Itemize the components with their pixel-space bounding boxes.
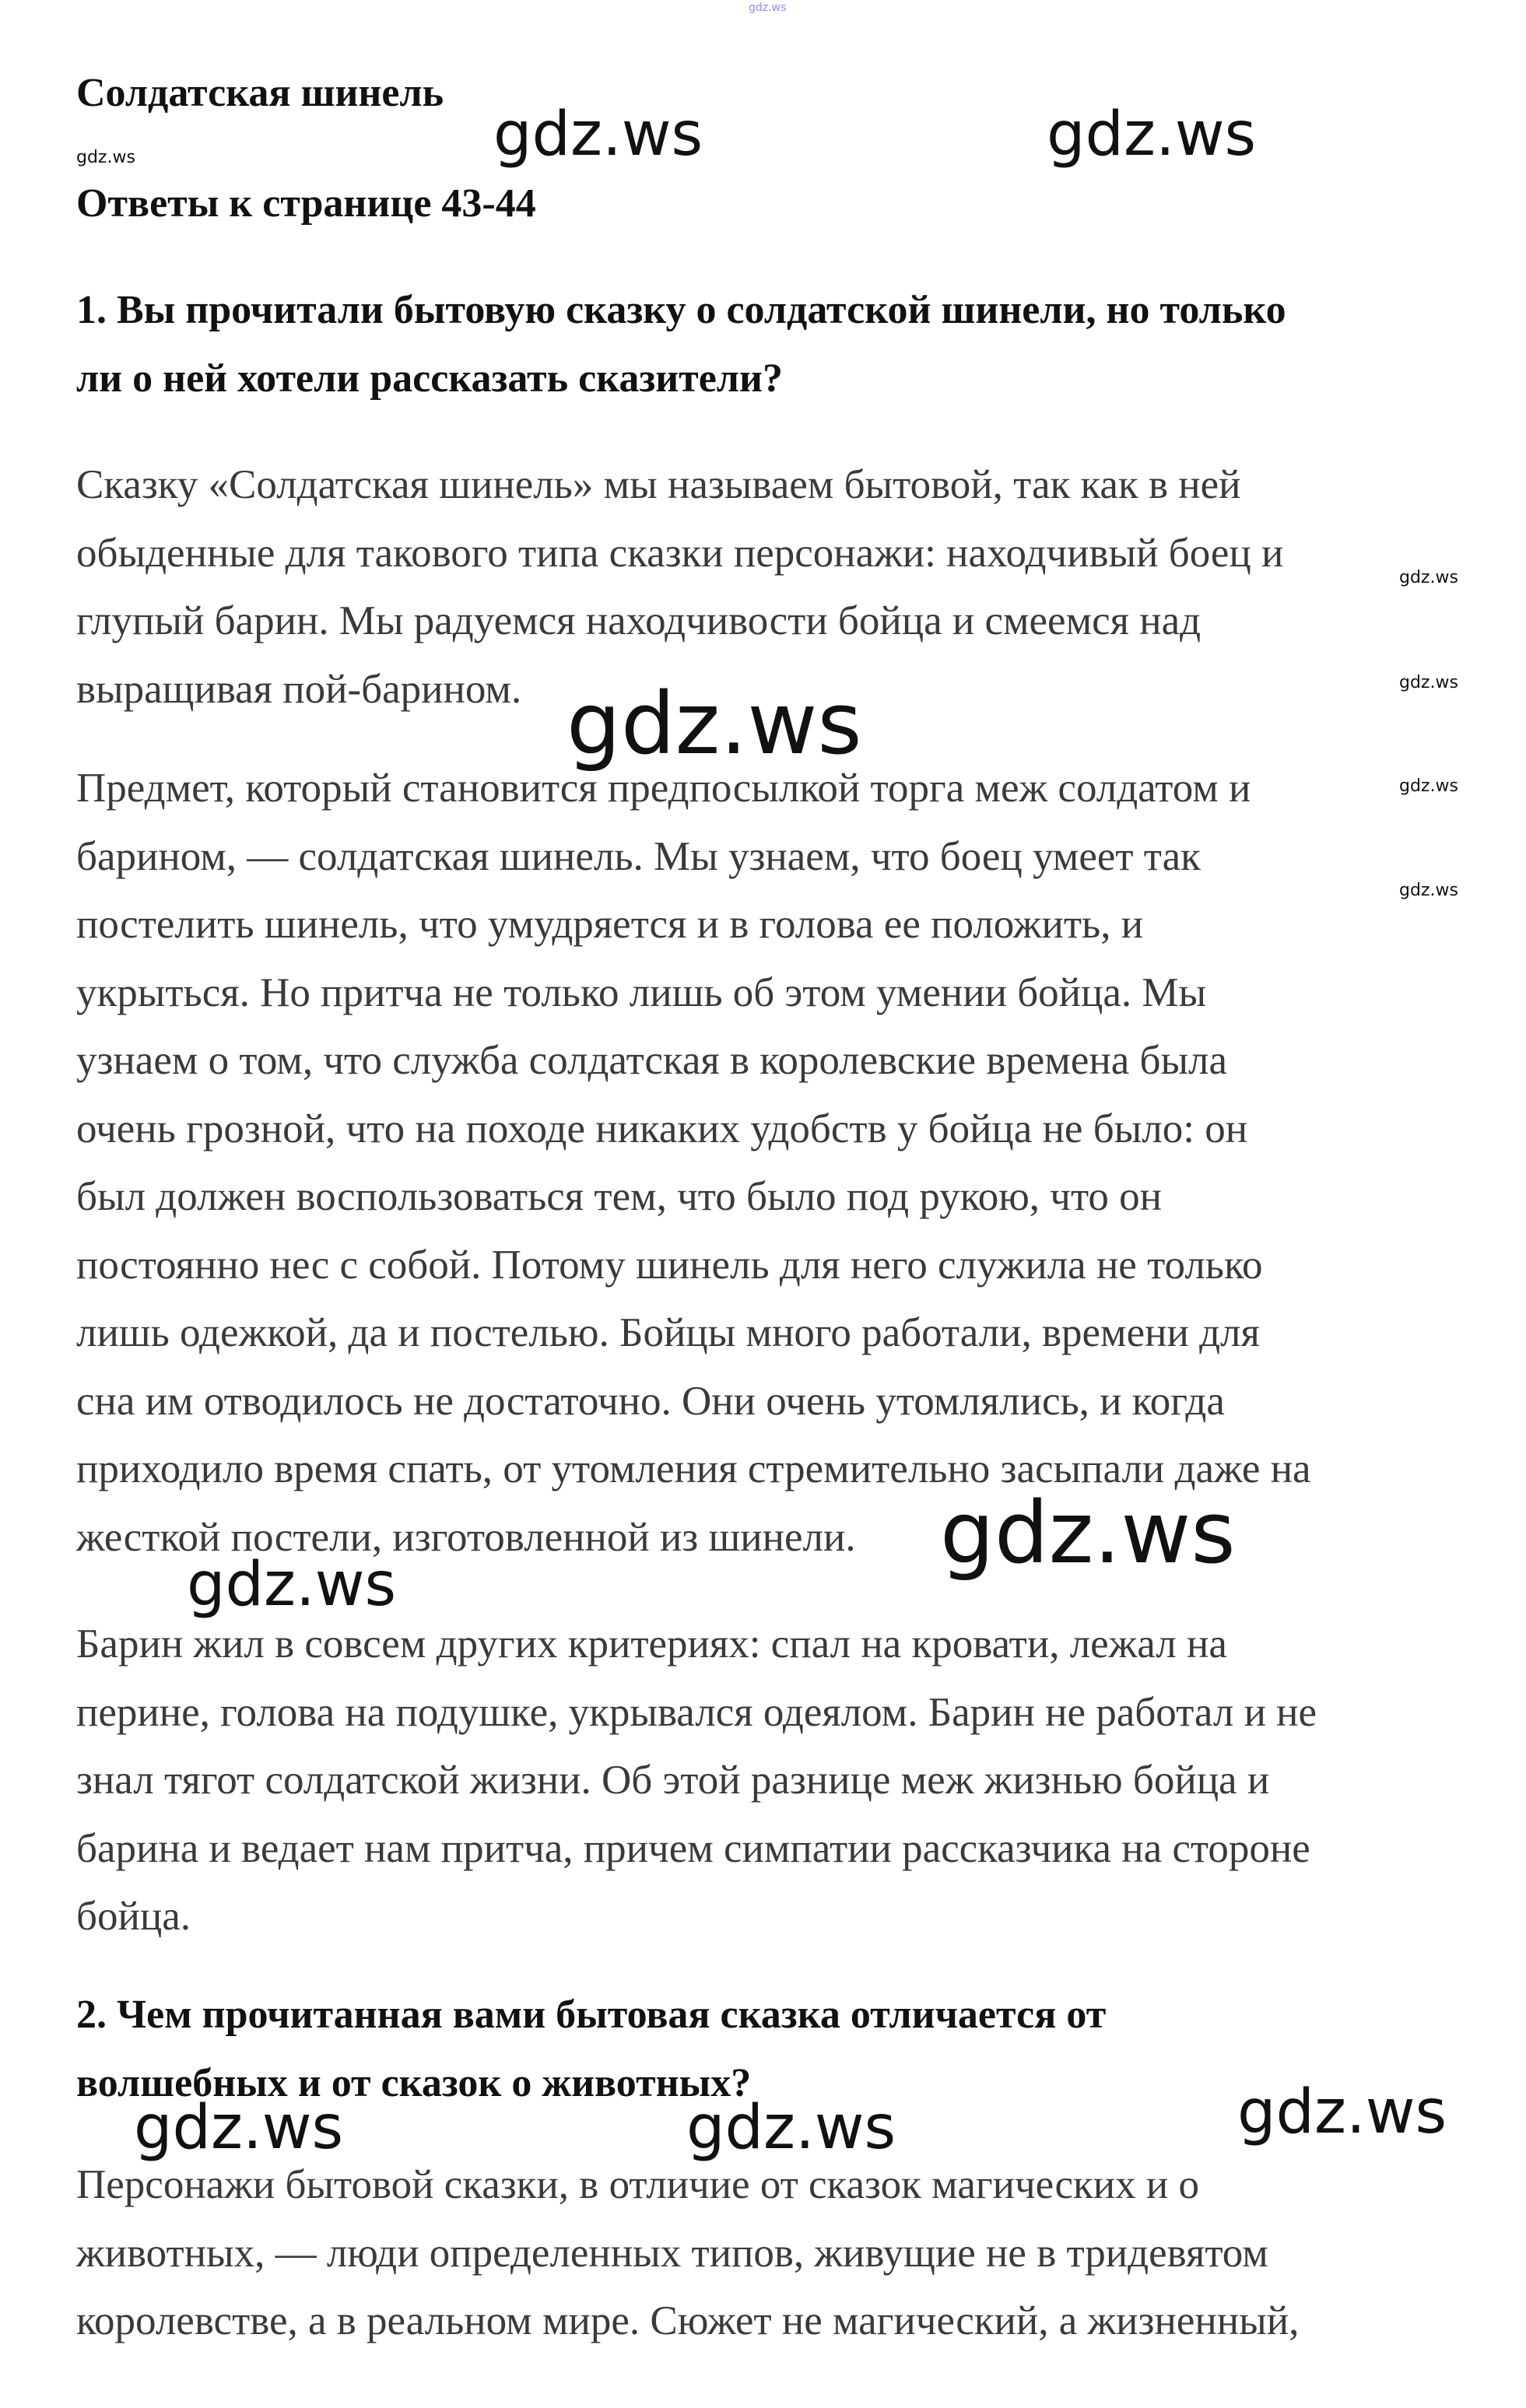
paragraph-line: перине, голова на подушке, укрывался одеялом. Барин не работал и не bbox=[76, 1689, 1317, 1735]
paragraph-line: животных, — люди определенных типов, живущие не в тридевятом bbox=[76, 2230, 1268, 2276]
question-2-line: волшебных и от сказок о животных? bbox=[76, 2061, 752, 2105]
document-title: Солдатская шинель bbox=[76, 71, 444, 115]
paragraph-line: был должен воспользоваться тем, что было под рукою, что он bbox=[76, 1174, 1163, 1219]
watermark-small: gdz.ws bbox=[1399, 568, 1458, 587]
watermark-small: gdz.ws bbox=[76, 148, 135, 167]
paragraph-line: королевстве, а в реальном мире. Сюжет не магический, а жизненный, bbox=[76, 2298, 1300, 2343]
document-subtitle: Ответы к странице 43-44 bbox=[76, 181, 536, 226]
paragraph-line: Персонажи бытовой сказки, в отличие от сказок магических и о bbox=[76, 2162, 1199, 2207]
paragraph-line: выращивая пой-барином. bbox=[76, 666, 522, 712]
paragraph-2 bbox=[76, 755, 1311, 1572]
watermark: gdz.ws bbox=[493, 100, 703, 170]
paragraph-3 bbox=[76, 1611, 1317, 1951]
paragraph-line: глупый барин. Мы радуемся находчивости бойца и смеемся над bbox=[76, 598, 1202, 643]
question-1-line: 1. Вы прочитали бытовую сказку о солдатской шинели, но только bbox=[76, 288, 1286, 332]
paragraph-line: знал тягот солдатской жизни. Об этой разнице меж жизнью бойца и bbox=[76, 1758, 1270, 1803]
paragraph-line: Сказку «Солдатская шинель» мы называем бытовой, так как в ней bbox=[76, 462, 1241, 507]
watermark-small: gdz.ws bbox=[1399, 776, 1458, 796]
watermark-small: gdz.ws bbox=[1399, 673, 1458, 692]
watermark: gdz.ws bbox=[686, 2093, 896, 2163]
paragraph-line: жесткой постели, изготовленной из шинели. bbox=[76, 1514, 856, 1560]
paragraph-line: барином, — солдатская шинель. Мы узнаем, что боец умеет так bbox=[76, 833, 1201, 879]
paragraph-line: узнаем о том, что служба солдатская в королевские времена была bbox=[76, 1038, 1228, 1083]
paragraph-line: барина и ведает нам притча, причем симпатии рассказчика на стороне bbox=[76, 1825, 1310, 1871]
watermark-small: gdz.ws bbox=[1399, 881, 1458, 900]
paragraph-line: очень грозной, что на походе никаких удобств у бойца не было: он bbox=[76, 1106, 1248, 1151]
question-1 bbox=[76, 276, 1286, 413]
question-2-line: 2. Чем прочитанная вами бытовая сказка отличается от bbox=[76, 1993, 1107, 2037]
watermark: gdz.ws bbox=[187, 1550, 397, 1620]
paragraph-line: постелить шинель, что умудряется и в голова ее положить, и bbox=[76, 902, 1144, 947]
paragraph-line: постоянно нес с собой. Потому шинель для него служила не только bbox=[76, 1242, 1263, 1288]
watermark: gdz.ws bbox=[1237, 2077, 1447, 2147]
paragraph-4 bbox=[76, 2151, 1299, 2356]
paragraph-line: укрыться. Но притча не только лишь об этом умении бойца. Мы bbox=[76, 969, 1207, 1015]
question-1-line: ли о ней хотели рассказать сказители? bbox=[76, 356, 783, 401]
watermark-large: gdz.ws bbox=[940, 1483, 1236, 1583]
watermark-large: gdz.ws bbox=[567, 674, 862, 773]
watermark: gdz.ws bbox=[134, 2093, 344, 2163]
paragraph-line: обыденные для такового типа сказки персонажи: находчивый боец и bbox=[76, 530, 1284, 576]
paragraph-line: сна им отводилось не достаточно. Они очень утомлялись, и когда bbox=[76, 1378, 1225, 1424]
paragraph-line: лишь одежкой, да и постелью. Бойцы много работали, времени для bbox=[76, 1310, 1260, 1355]
paragraph-line: Предмет, который становится предпосылкой торга меж солдатом и bbox=[76, 766, 1251, 811]
paragraph-line: приходило время спать, от утомления стремительно засыпали даже на bbox=[76, 1446, 1311, 1491]
watermark-top: gdz.ws bbox=[749, 2, 787, 14]
watermark: gdz.ws bbox=[1047, 100, 1257, 170]
paragraph-line: Барин жил в совсем других критериях: спал на кровати, лежал на bbox=[76, 1621, 1227, 1667]
paragraph-line: бойца. bbox=[76, 1894, 191, 1939]
